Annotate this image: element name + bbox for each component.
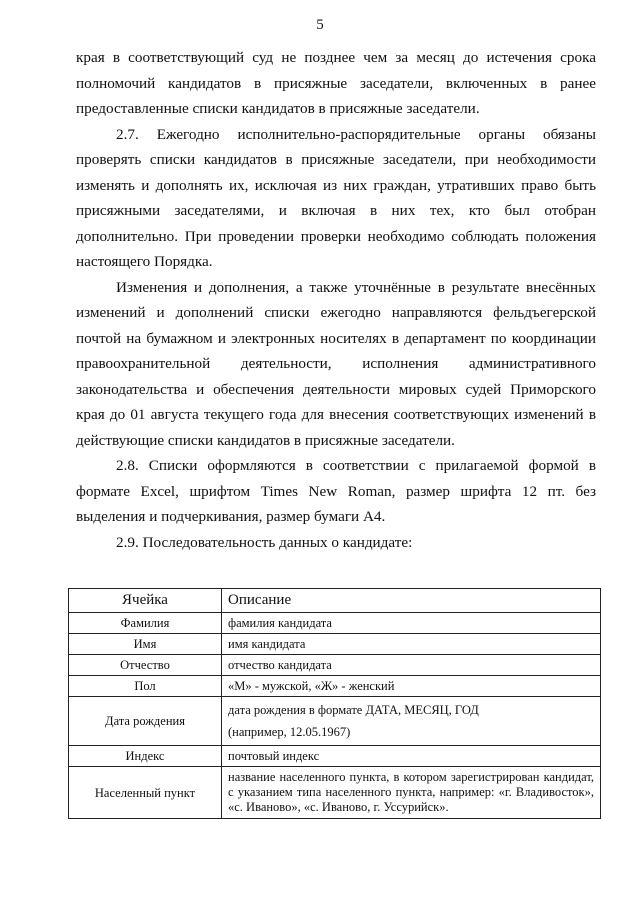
row-description: имя кандидата — [222, 634, 601, 655]
paragraph-2-8: 2.8. Списки оформляются в соответствии с прилагаемой формой в формате Excel, шрифтом Times New Roman, размер шрифта 12 пт. без выделения и подчеркивания, размер бумаги А4. — [76, 457, 596, 525]
row-description-main: дата рождения в формате ДАТА, МЕСЯЦ, ГОД — [228, 703, 479, 717]
row-description: отчество кандидата — [222, 655, 601, 676]
row-cell-name: Отчество — [69, 655, 222, 676]
row-cell-name: Пол — [69, 676, 222, 697]
page-number: 5 — [316, 17, 324, 33]
row-cell-name: Населенный пункт — [69, 767, 222, 819]
paragraph-2-9: 2.9. Последовательность данных о кандидате: — [116, 533, 413, 551]
row-description-example: (например, 12.05.1967) — [228, 725, 351, 739]
paragraph-changes: Изменения и дополнения, а также уточнённые в результате внесённых изменений и дополнений списки ежегодно направляются фельдъегерской почтой на бумажном и электронных носителях в департамент по координации правоохранительной деятельности, исполнения административного законодательства и обеспечения деятельности мировых судей Приморского края до 01 августа текущего года для внесения соответствующих изменений в действующие списки кандидатов в присяжные заседатели. — [76, 278, 596, 449]
header-cell-column: Ячейка — [69, 589, 222, 613]
row-cell-name: Имя — [69, 634, 222, 655]
row-description: фамилия кандидата — [222, 613, 601, 634]
table-row — [69, 634, 601, 655]
table-row — [69, 746, 601, 767]
table-header-row — [69, 589, 601, 613]
table-row — [69, 613, 601, 634]
row-cell-name: Фамилия — [69, 613, 222, 634]
table-row — [69, 655, 601, 676]
candidate-data-table — [68, 588, 601, 819]
header-description-column: Описание — [222, 589, 601, 613]
table-row — [69, 697, 601, 746]
row-cell-name: Дата рождения — [69, 697, 222, 746]
row-description — [222, 697, 601, 746]
table-row — [69, 676, 601, 697]
paragraph-continuation: края в соответствующий суд не позднее чем за месяц до истечения срока полномочий кандидатов в присяжные заседатели, включенных в ранее предоставленные списки кандидатов в присяжные заседатели. — [76, 49, 596, 117]
document-body — [76, 45, 596, 555]
paragraph-2-7: 2.7. Ежегодно исполнительно-распорядительные органы обязаны проверять списки кандидатов в присяжные заседатели, при необходимости изменять и дополнять их, исключая из них граждан, утративших право быть присяжными заседателями, и включая в них тех, кто был отобран дополнительно. При проведении проверки необходимо соблюдать положения настоящего Порядка. — [76, 125, 596, 270]
row-description: «М» - мужской, «Ж» - женский — [222, 676, 601, 697]
table-row — [69, 767, 601, 819]
row-cell-name: Индекс — [69, 746, 222, 767]
row-description: почтовый индекс — [222, 746, 601, 767]
row-description: название населенного пункта, в котором зарегистрирован кандидат, с указанием типа населенного пункта, например: «г. Владивосток», «с. Иваново», «с. Иваново, г. Уссурийск». — [222, 767, 601, 819]
candidate-data-table-wrap — [68, 588, 601, 819]
